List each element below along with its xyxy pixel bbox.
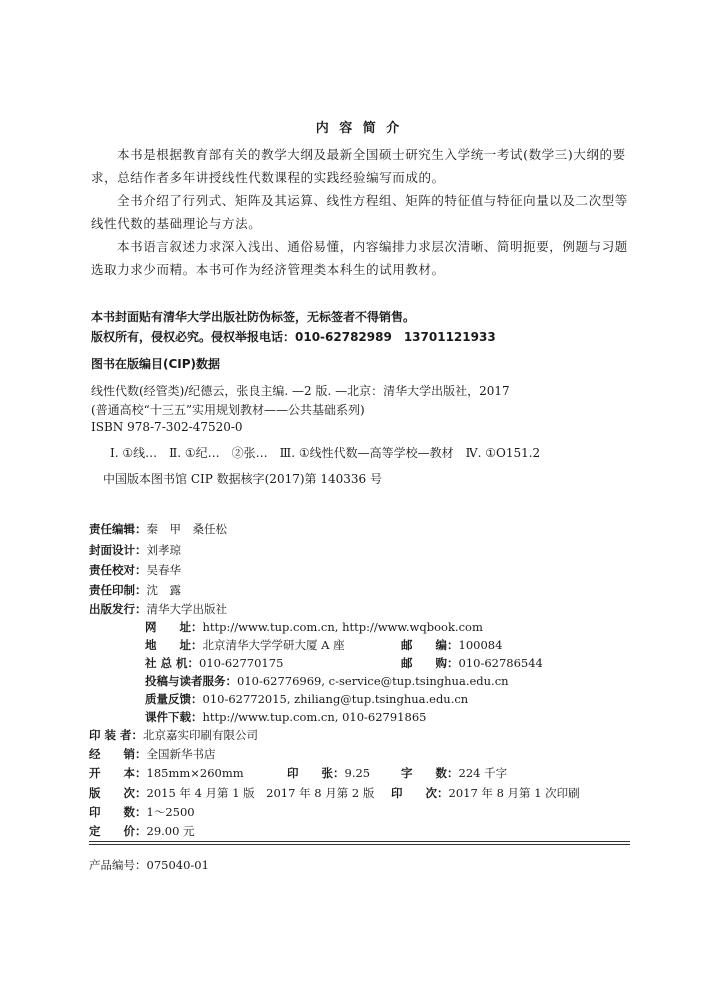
credit-label: 印 张： bbox=[287, 766, 345, 780]
cip-isbn: ISBN 978-7-302-47520-0 bbox=[91, 420, 243, 434]
copyright-notice: 版权所有，侵权必究。侵权举报电话：010-62782989 13701121933 bbox=[91, 330, 496, 344]
credit-label: 课件下载： bbox=[145, 710, 203, 724]
credit-label: 社 总 机： bbox=[145, 656, 200, 670]
credit-address bbox=[145, 637, 345, 653]
credit-label: 责任编辑： bbox=[89, 522, 147, 536]
credit-label: 责任校对： bbox=[89, 563, 147, 577]
credit-proofreading bbox=[89, 562, 181, 578]
credit-label: 责任印制： bbox=[89, 583, 147, 597]
credit-value: 010-62776969, c-service@tup.tsinghua.edu.cn bbox=[237, 674, 509, 688]
credit-value: http://www.tup.com.cn, http://www.wqbook.com bbox=[202, 620, 483, 634]
credit-label: 邮 购： bbox=[401, 656, 459, 670]
credit-value: 刘孝琼 bbox=[146, 543, 181, 557]
intro-paragraph-3: 本书语言叙述力求深入浅出、通俗易懂，内容编排力求层次清晰、简明扼要，例题与习题选取力求少而精。本书可作为经济管理类本科生的试用教材。 bbox=[91, 239, 628, 277]
credit-value: 1～2500 bbox=[146, 805, 195, 819]
credit-printer bbox=[89, 727, 258, 743]
credit-label: 投稿与读者服务： bbox=[145, 674, 237, 688]
credit-distributor bbox=[89, 746, 216, 762]
credit-label: 经 销： bbox=[89, 747, 147, 761]
intro-paragraph-2: 全书介绍了行列式、矩阵及其运算、线性方程组、矩阵的特征值与特征向量以及二次型等线性代数的基础理论与方法。 bbox=[91, 193, 628, 231]
credit-print-run bbox=[89, 804, 195, 820]
credit-edition bbox=[89, 785, 374, 801]
credit-value: 010-62772015, zhiliang@tup.tsinghua.edu.cn bbox=[202, 692, 469, 706]
credit-label: 字 数： bbox=[401, 766, 459, 780]
cip-core-number: 中国版本图书馆 CIP 数据核字(2017)第 140336 号 bbox=[103, 472, 382, 486]
credit-website bbox=[145, 619, 483, 635]
credit-value: 北京嘉实印刷有限公司 bbox=[143, 728, 259, 742]
credit-label: 印 次： bbox=[391, 786, 449, 800]
credit-switchboard bbox=[145, 655, 283, 671]
credit-value: 沈 露 bbox=[146, 583, 181, 597]
cip-title: 图书在版编目(CIP)数据 bbox=[91, 357, 221, 371]
credit-value: 9.25 bbox=[344, 766, 371, 780]
credit-value: 秦 甲 桑任松 bbox=[146, 522, 227, 536]
cip-line-1: 线性代数(经管类)/纪德云，张良主编. —2 版. —北京：清华大学出版社，2017 bbox=[91, 384, 510, 398]
credit-value: http://www.tup.com.cn, 010-62791865 bbox=[202, 710, 427, 724]
credit-publisher bbox=[89, 601, 227, 617]
credit-label: 网 址： bbox=[145, 620, 203, 634]
divider-line bbox=[89, 844, 630, 845]
credit-value: 010-62786544 bbox=[458, 656, 543, 670]
credit-quality-feedback bbox=[145, 691, 468, 707]
page-heading: 内 容 简 介 bbox=[315, 121, 403, 136]
credit-label: 质量反馈： bbox=[145, 692, 203, 706]
credit-label: 开 本： bbox=[89, 766, 147, 780]
cip-classification: Ⅰ. ①线… Ⅱ. ①纪… ②张… Ⅲ. ①线性代数—高等学校—教材 Ⅳ. ①O151.2 bbox=[110, 446, 541, 460]
credit-label: 印 装 者： bbox=[89, 728, 144, 742]
credit-value: 全国新华书店 bbox=[146, 747, 216, 761]
credit-label: 封面设计： bbox=[89, 543, 147, 557]
credit-mail-order bbox=[401, 655, 543, 671]
credit-label: 版 次： bbox=[89, 786, 147, 800]
credit-label: 地 址： bbox=[145, 638, 203, 652]
product-code: 产品编号：075040-01 bbox=[89, 858, 209, 872]
credit-price bbox=[89, 823, 195, 839]
credit-label: 定 价： bbox=[89, 824, 147, 838]
credit-value: 29.00 元 bbox=[146, 824, 195, 838]
credit-format bbox=[89, 765, 244, 781]
divider-line bbox=[89, 841, 630, 842]
credit-courseware bbox=[145, 709, 426, 725]
credit-cover-design bbox=[89, 542, 181, 558]
credit-value: 100084 bbox=[458, 638, 503, 652]
credit-impression bbox=[391, 785, 580, 801]
intro-paragraph-1: 本书是根据教育部有关的教学大纲及最新全国硕士研究生入学统一考试(数学三)大纲的要求，总结作者多年讲授线性代数课程的实践经验编写而成的。 bbox=[91, 147, 626, 185]
credit-printing-supervisor bbox=[89, 582, 181, 598]
credit-label: 出版发行： bbox=[89, 602, 147, 616]
credit-value: 2017 年 8 月第 1 次印刷 bbox=[448, 786, 580, 800]
credit-editor bbox=[89, 521, 227, 537]
anti-counterfeit-notice: 本书封面贴有清华大学出版社防伪标签，无标签者不得销售。 bbox=[91, 310, 416, 324]
credit-value: 224 千字 bbox=[458, 766, 508, 780]
credit-value: 2015 年 4 月第 1 版 2017 年 8 月第 2 版 bbox=[146, 786, 375, 800]
credit-sheets bbox=[287, 765, 370, 781]
credit-label: 邮 编： bbox=[401, 638, 459, 652]
credit-submissions bbox=[145, 673, 509, 689]
credit-value: 清华大学出版社 bbox=[146, 602, 227, 616]
credit-word-count bbox=[401, 765, 507, 781]
credit-value: 185mm×260mm bbox=[146, 766, 244, 780]
credit-postcode bbox=[401, 637, 502, 653]
credit-label: 印 数： bbox=[89, 805, 147, 819]
credit-value: 010-62770175 bbox=[199, 656, 284, 670]
cip-line-2: (普通高校“十三五”实用规划教材——公共基础系列) bbox=[91, 403, 365, 417]
credit-value: 吴春华 bbox=[146, 563, 181, 577]
credit-value: 北京清华大学学研大厦 A 座 bbox=[202, 638, 345, 652]
